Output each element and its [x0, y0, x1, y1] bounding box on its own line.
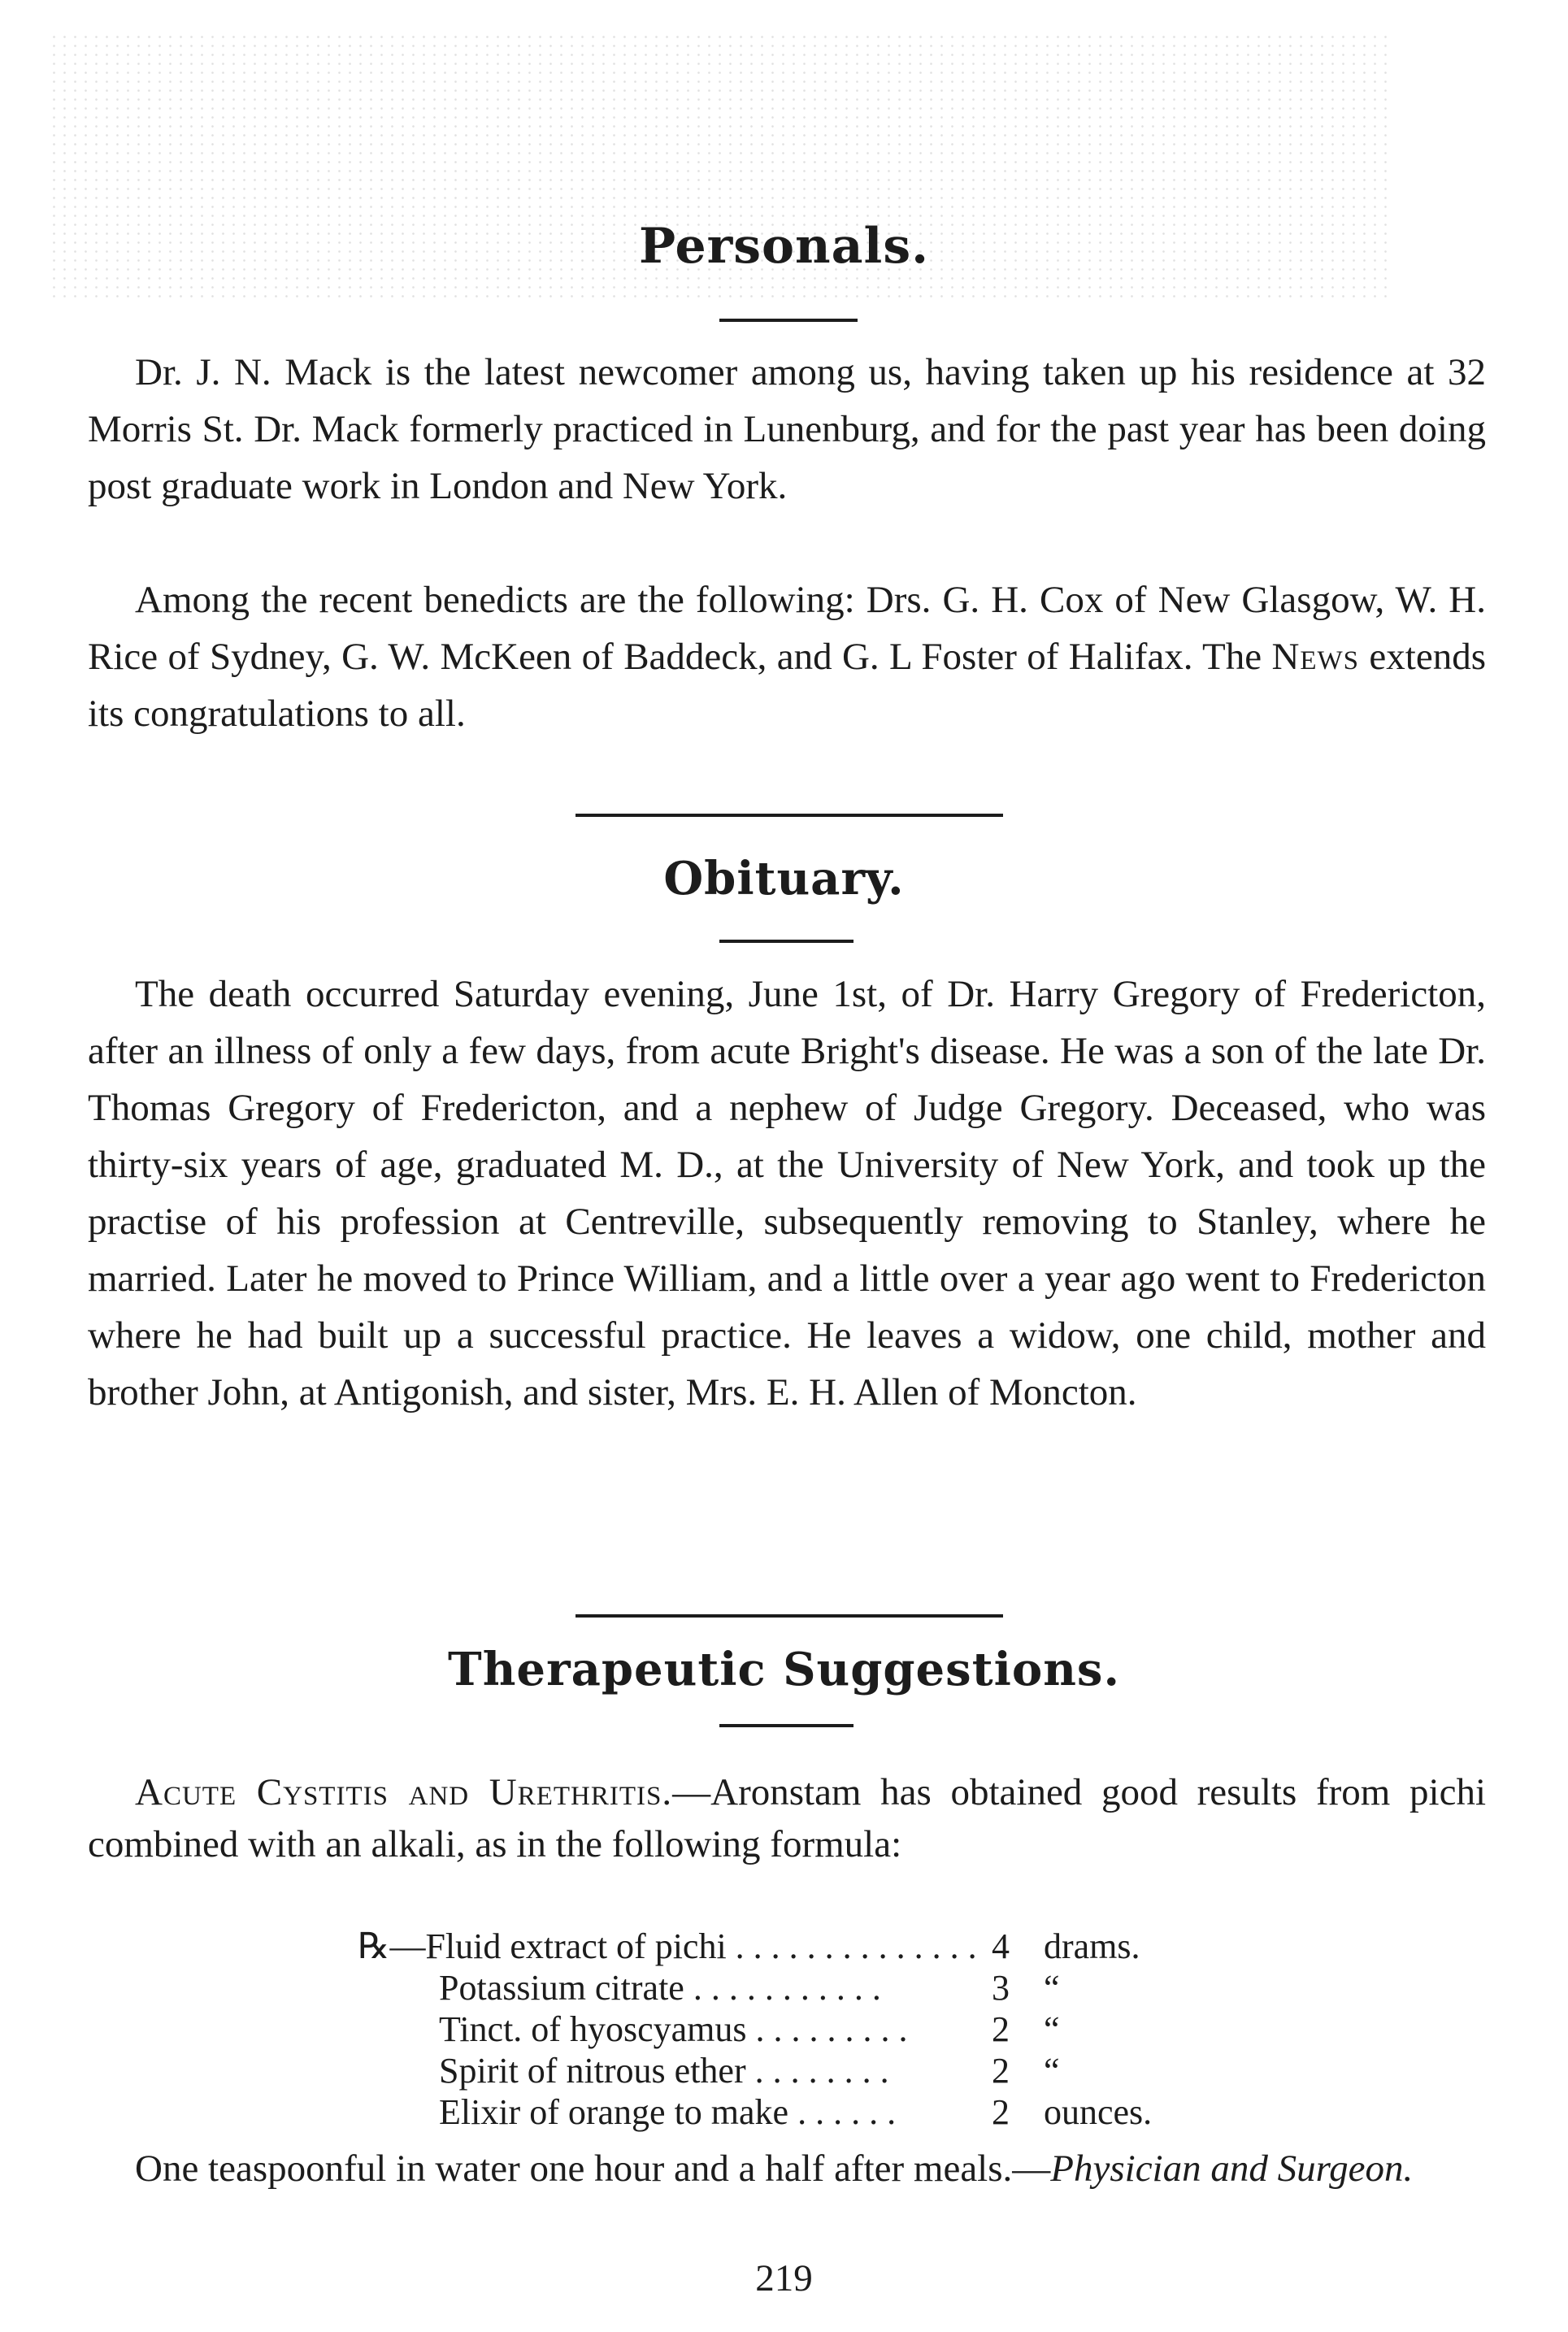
therapeutic-closing-text: One teaspoonful in water one hour and a half after meals.—	[135, 2147, 1051, 2190]
formula-ingredient: Tinct. of hyoscyamus . . . . . . . . .	[439, 2009, 908, 2049]
personals-paragraph-2-end: extends its congratulations to all.	[88, 636, 1486, 735]
prescription-formula	[358, 1926, 1252, 2133]
formula-ingredient: ℞—Fluid extract of pichi . . . . . . . . . . . . . .	[358, 1926, 977, 1966]
formula-unit: “	[1044, 1968, 1060, 2008]
personals-paragraph-2	[88, 571, 1486, 742]
therapeutic-intro	[88, 1766, 1486, 1870]
formula-row	[358, 1967, 1252, 2008]
therapeutic-heading: Therapeutic Suggestions.	[448, 1643, 1120, 1696]
obituary-paragraph	[88, 966, 1486, 1421]
formula-quantity: 2	[992, 2051, 1010, 2091]
obituary-rule	[719, 940, 853, 943]
personals-paragraph-2-text: Among the recent benedicts are the following: Drs. G. H. Cox of New Glasgow, W. H. Rice of Sydney, G. W. McKeen of Baddeck, and G. L Foster of Halifax. The	[88, 579, 1486, 678]
formula-unit: “	[1044, 2009, 1060, 2049]
formula-quantity: 2	[992, 2092, 1010, 2132]
personals-rule	[719, 319, 858, 322]
section-divider-1	[576, 814, 1003, 817]
formula-ingredient: Elixir of orange to make . . . . . .	[439, 2092, 897, 2132]
formula-quantity: 3	[992, 1968, 1010, 2008]
formula-quantity: 4	[992, 1926, 1010, 1966]
news-name: News	[1271, 636, 1360, 678]
formula-unit: “	[1044, 2051, 1060, 2091]
obituary-paragraph-text: The death occurred Saturday evening, June 1st, of Dr. Harry Gregory of Fredericton, after an illness of only a few days, from acute Bright's disease. He was a son of the late Dr. Thomas Gregory of Fredericton, and a nephew of Judge Gregory. Deceased, who was thirty-six years of age, graduated M. D., at the University of New York, and took up the practise of his profession at Centreville, subsequently removing to Stanley, where he married. Later he moved to Prince William, and a little over a year ago went to Fredericton where he had built up a successful practice. He leaves a widow, one child, mother and brother John, at Antigonish, and sister, Mrs. E. H. Allen of Moncton.	[88, 973, 1486, 1414]
therapeutic-closing	[88, 2143, 1486, 2194]
therapeutic-rule	[719, 1724, 853, 1727]
personals-paragraph-1-text: Dr. J. N. Mack is the latest newcomer among us, having taken up his residence at 32 Morris St. Dr. Mack formerly practiced in Lunenburg, and for the past year has been doing post graduate work in London and New York.	[88, 351, 1486, 507]
personals-paragraph-1	[88, 344, 1486, 515]
formula-row	[358, 2091, 1252, 2133]
formula-row	[358, 1926, 1252, 1967]
formula-row	[358, 2050, 1252, 2091]
citation-source: Physician and Surgeon.	[1050, 2147, 1414, 2190]
formula-unit: ounces.	[1044, 2092, 1153, 2132]
page-number: 219	[755, 2257, 813, 2299]
obituary-heading: Obituary.	[663, 852, 905, 905]
formula-row	[358, 2008, 1252, 2050]
therapeutic-topic: Acute Cystitis and Urethritis.	[135, 1771, 673, 1813]
formula-ingredient: Potassium citrate . . . . . . . . . . .	[439, 1968, 881, 2008]
personals-heading: Personals.	[638, 218, 930, 275]
formula-unit: drams.	[1044, 1926, 1140, 1966]
therapeutic-intro-text: —Aronstam has obtained good results from pichi combined with an alkali, as in the following formula:	[88, 1771, 1487, 1865]
formula-ingredient: Spirit of nitrous ether . . . . . . . .	[439, 2051, 889, 2091]
section-divider-2	[576, 1614, 1003, 1618]
formula-quantity: 2	[992, 2009, 1010, 2049]
